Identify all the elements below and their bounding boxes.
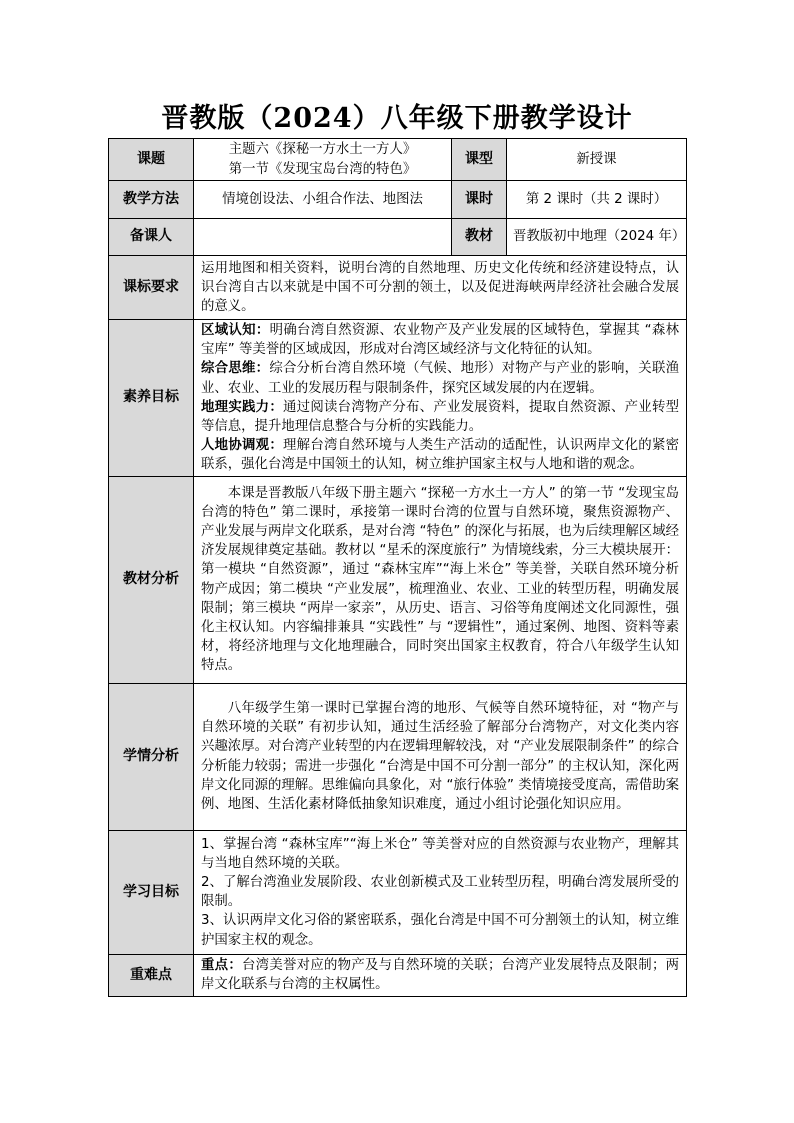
row-textbook-analysis [109,476,687,683]
row-literacy [109,320,687,477]
row-learner-analysis [109,683,687,830]
row-topic [109,139,687,181]
literacy-item: 地理实践力：通过阅读台湾物产分布、产业发展资料，提取自然资源、产业转型等信息，提升地理信息整合与分析的实践能力。 [201,399,680,435]
objective-item: 3、认识两岸文化习俗的紧密联系，强化台湾是中国不可分割领土的认知，树立维护国家主权的观念。 [201,913,679,948]
topic-line-1: 主题六《探秘一方水土一方人》 [228,142,417,158]
row-method [109,181,687,219]
label-hours: 课时 [452,181,507,219]
objective-item: 1、掌握台湾 “森林宝库”“海上米仓” 等美誉对应的自然资源与农业物产，理解其与当地自然环境的关联。 [201,836,679,871]
objectives-cell [194,830,687,954]
literacy-item: 人地协调观：理解台湾自然环境与人类生产活动的适配性，认识两岸文化的紧密联系，强化台湾是中国领土的认知，树立维护国家主权与人地和谐的观念。 [201,438,680,473]
learner-analysis-cell [194,683,687,830]
row-standard [109,256,687,320]
label-key-points: 重难点 [109,954,194,996]
learner-analysis-text: 八年级学生第一课时已掌握台湾的地形、气候等自然环境特征，对 “物产与自然环境的关联” 有初步认知，通过生活经验了解部分台湾物产，对文化类内容兴趣浓厚。对台湾产业转型的内在逻辑理解较浅，对 “产业发展限制条件” 的综合分析能力较弱；需进一步强化 “台湾是中国不可分割一部分” 的主权认知，深化两岸文化同源的理解。思维偏向具象化，对 “旅行体验” 类情境接受度高，需借助案例、地图、生活化素材降低抽象知识难度，通过小组讨论强化知识应用。 [201,701,679,813]
textbook-value: 晋教版初中地理（2024 年） [507,219,687,256]
label-lesson-type: 课型 [452,139,507,181]
hours-value: 第 2 课时（共 2 课时） [507,181,687,219]
label-topic: 课题 [109,139,194,181]
objective-item: 2、了解台湾渔业发展阶段、农业创新模式及工业转型历程，明确台湾发展所受的限制。 [201,874,679,910]
standard-text: 运用地图和相关资料，说明台湾的自然地理、历史文化传统和经济建设特点，认识台湾自古以来就是中国不可分割的领土，以及促进海峡两岸经济社会融合发展的意义。 [194,256,687,320]
preparer-value [194,219,452,256]
topic-cell [194,139,452,181]
label-preparer: 备课人 [109,219,194,256]
literacy-cell [194,320,687,477]
row-key-points [109,954,687,996]
textbook-analysis-cell [194,476,687,683]
method-value: 情境创设法、小组合作法、地图法 [194,181,452,219]
row-preparer [109,219,687,256]
key-points-cell [194,954,687,996]
label-method: 教学方法 [109,181,194,219]
document-title: 晋教版（2024）八年级下册教学设计 [161,103,633,134]
label-learner-analysis: 学情分析 [109,683,194,830]
label-literacy: 素养目标 [109,320,194,477]
textbook-analysis-text: 本课是晋教版八年级下册主题六 “探秘一方水土一方人” 的第一节 “发现宝岛台湾的特色” 第二课时，承接第一课时台湾的位置与自然环境，聚焦资源物产、产业发展与两岸文化联系，是对台湾 “特色” 的深化与拓展，也为后续理解区域经济发展规律奠定基础。教材以 “星禾的深度旅行” 为情境线索，分三大模块展开：第一模块 “自然资源”，通过 “森林宝库”“海上米仓” 等美誉，关联自然环境分析物产成因；第二模块 “产业发展”，梳理渔业、农业、工业的转型历程，明确发展限制；第三模块 “两岸一家亲”，从历史、语言、习俗等角度阐述文化同源性，强化主权认知。内容编排兼具 “实践性” 与 “逻辑性”，通过案例、地图、资料等素材，将经济地理与文化地理融合，同时突出国家主权教育，符合八年级学生认知特点。 [201,485,679,674]
key-points-head: 重点： [201,957,242,973]
row-objectives [109,830,687,954]
label-textbook-analysis: 教材分析 [109,476,194,683]
label-textbook: 教材 [452,219,507,256]
topic-line-2: 第一节《发现宝岛台湾的特色》 [228,161,417,177]
key-points-text: 台湾美誉对应的物产及与自然环境的关联；台湾产业发展特点及限制；两岸文化联系与台湾的主权属性。 [201,957,680,993]
label-objectives: 学习目标 [109,830,194,954]
lesson-type-value: 新授课 [507,139,687,181]
label-standard: 课标要求 [109,256,194,320]
lesson-plan-table [108,138,687,997]
literacy-item: 区域认知：明确台湾自然资源、农业物产及产业发展的区域特色，掌握其 “森林宝库” 等美誉的区域成因，形成对台湾区域经济与文化特征的认知。 [201,323,679,358]
literacy-item: 综合思维：综合分析台湾自然环境（气候、地形）对物产与产业的影响，关联渔业、农业、工业的发展历程与限制条件，探究区域发展的内在逻辑。 [201,361,680,396]
